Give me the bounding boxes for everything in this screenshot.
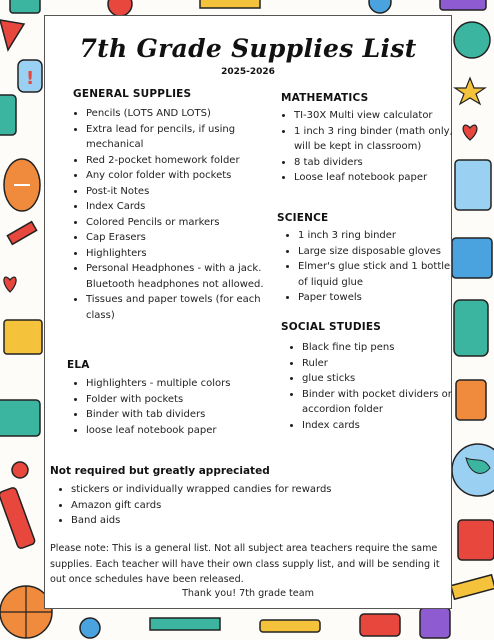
ruler-bottom-icon — [150, 618, 220, 630]
optional-heading: Not required but greatly appreciated — [50, 465, 270, 477]
list-item: • 1 inch 3 ring binder (math only, will be kept in classroom) — [294, 124, 454, 155]
list-item: • Index Cards — [86, 199, 266, 215]
crayon-left-icon — [7, 222, 36, 245]
rocket-left-icon — [0, 487, 36, 550]
box-right-icon — [456, 380, 486, 420]
flask-icon — [454, 22, 490, 58]
list-item: • Highlighters - multiple colors — [86, 376, 266, 392]
mathematics-heading: MATHEMATICS — [281, 92, 369, 104]
atom-icon — [80, 618, 100, 638]
school-year: 2025-2026 — [221, 67, 275, 77]
apple-icon — [108, 0, 132, 16]
bottle-right-icon — [454, 300, 488, 356]
ela-list — [73, 376, 266, 438]
list-item: • 1 inch 3 ring binder — [298, 228, 456, 244]
list-item: • Folder with pockets — [86, 392, 266, 408]
heart-left-icon — [4, 277, 16, 292]
science-list — [285, 228, 456, 306]
folder-left-icon — [0, 400, 40, 436]
ela-heading: ELA — [67, 359, 90, 371]
triangle-ruler-icon — [0, 20, 24, 50]
book-left-icon — [4, 320, 42, 354]
list-item: • Index cards — [302, 418, 457, 434]
backpack-right-icon — [458, 520, 494, 560]
list-item: • loose leaf notebook paper — [86, 423, 266, 439]
list-item: • Pencils (LOTS AND LOTS) — [86, 106, 266, 122]
list-item: • Binder with tab dividers — [86, 407, 266, 423]
social-studies-heading: SOCIAL STUDIES — [281, 321, 381, 333]
pencil-right-icon — [451, 575, 494, 599]
list-item: • Loose leaf notebook paper — [294, 170, 454, 186]
svg-text:!: ! — [26, 68, 35, 89]
general-supplies-list — [73, 106, 266, 323]
glue-bottle-icon — [0, 95, 16, 135]
list-item: • Binder with pocket dividers or accordion folder — [302, 387, 457, 418]
mathematics-list — [281, 108, 454, 186]
heart-right-icon — [463, 125, 477, 140]
list-item: • TI-30X Multi view calculator — [294, 108, 454, 124]
science-heading: SCIENCE — [277, 212, 329, 224]
list-item: • Colored Pencils or markers — [86, 215, 266, 231]
list-item: • Red 2-pocket homework folder — [86, 153, 266, 169]
general-supplies-heading: GENERAL SUPPLIES — [73, 88, 192, 100]
list-item: • Personal Headphones - with a jack. Bluetooth headphones not allowed. — [86, 261, 266, 292]
list-item: • Large size disposable gloves — [298, 244, 456, 260]
list-item: • Tissues and paper towels (for each class) — [86, 292, 266, 323]
list-item: • Black fine tip pens — [302, 340, 457, 356]
list-item: • Post-it Notes — [86, 184, 266, 200]
supplies-card — [44, 15, 452, 609]
list-item: • stickers or individually wrapped candies for rewards — [71, 482, 451, 498]
list-item: • glue sticks — [302, 371, 457, 387]
optional-list — [58, 482, 451, 529]
marker-top-icon — [440, 0, 486, 10]
list-item: • Extra lead for pencils, if using mechanical — [86, 122, 266, 153]
calculator-right-icon — [455, 160, 491, 210]
list-item: • 8 tab dividers — [294, 155, 454, 171]
list-item: • Any color folder with pockets — [86, 168, 266, 184]
list-item: • Cap Erasers — [86, 230, 266, 246]
top-left-bag-icon — [10, 0, 40, 13]
crayon-bottom-icon — [260, 620, 320, 632]
list-item: • Band aids — [71, 513, 451, 529]
book-bottom-icon — [360, 614, 400, 636]
list-item: • Paper towels — [298, 290, 456, 306]
pencil-top-icon — [200, 0, 260, 8]
dot-left-icon — [12, 462, 28, 478]
thank-you-line: Thank you! 7th grade team — [182, 588, 314, 599]
list-item: • Amazon gift cards — [71, 498, 451, 514]
star-icon — [455, 78, 485, 104]
box-bottom-icon — [420, 608, 450, 638]
ball-top-icon — [369, 0, 391, 13]
list-item: • Highlighters — [86, 246, 266, 262]
list-item: • Elmer's glue stick and 1 bottle of liquid glue — [298, 259, 456, 290]
page-title: 7th Grade Supplies List — [79, 34, 417, 63]
general-note: Please note: This is a general list. Not all subject area teachers require the same supplies. Each teacher will have their own class supply list, and will be sending it out once schedules have been released. — [50, 543, 440, 585]
list-item: • Ruler — [302, 356, 457, 372]
social-studies-list — [289, 340, 457, 433]
book-right-icon — [452, 238, 492, 278]
